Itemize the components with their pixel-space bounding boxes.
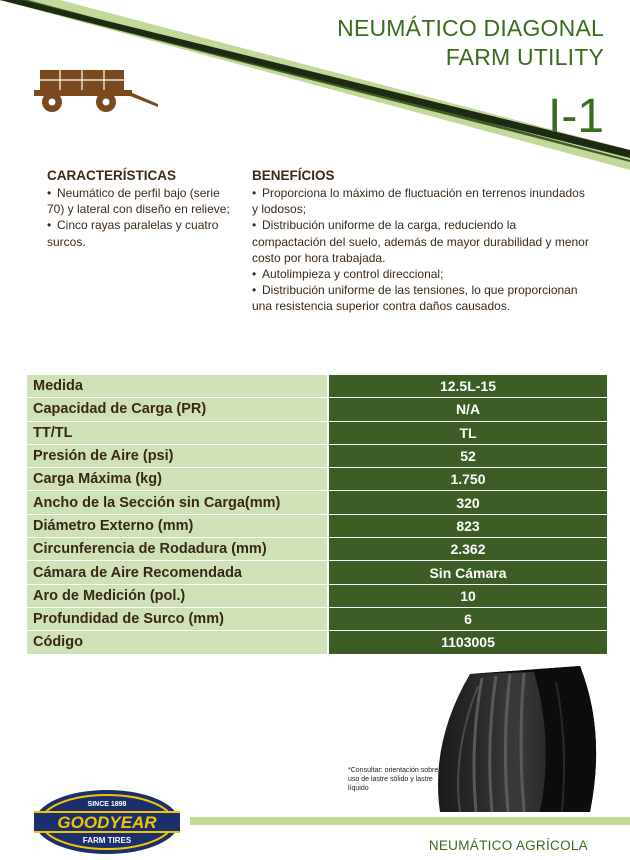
spec-row [27,375,607,398]
spec-label: Ancho de la Sección sin Carga(mm) [27,491,327,513]
spec-value: 12.5L-15 [327,375,607,397]
spec-value: 1103005 [327,631,607,653]
spec-value: Sin Cámara [327,561,607,583]
footer-label: NEUMÁTICO AGRÍCOLA [428,838,588,853]
spec-row [27,422,607,445]
spec-label: Diámetro Externo (mm) [27,515,327,537]
ballast-note: *Consultar: orientación sobre uso de lastre sólido y lastre líquido [348,767,439,792]
tire-image [430,662,606,814]
spec-value: 52 [327,445,607,467]
caracteristicas-title: CARACTERÍSTICAS [47,168,177,183]
spec-value: 823 [327,515,607,537]
spec-label: Código [27,631,327,653]
model-code: I-1 [547,90,604,143]
spec-row [27,445,607,468]
spec-row [27,491,607,514]
spec-row [27,631,607,654]
spec-label: Aro de Medición (pol.) [27,585,327,607]
spec-label: Capacidad de Carga (PR) [27,398,327,420]
title-line-2: FARM UTILITY [445,44,604,70]
spec-row [27,585,607,608]
beneficio-item: • Autolimpieza y control direccional; [252,267,444,282]
spec-value: 320 [327,491,607,513]
footer-band [190,817,630,825]
beneficios-title: BENEFÍCIOS [252,168,335,183]
title-line-1: NEUMÁTICO DIAGONAL [337,15,604,41]
spec-label: Cámara de Aire Recomendada [27,561,327,583]
beneficio-item: • Distribución uniforme de las tensiones, lo que proporcionan una resistencia superior contra daños causados. [252,283,578,314]
spec-value: 10 [327,585,607,607]
logo-brand-text: GOODYEAR [57,813,157,832]
spec-row [27,538,607,561]
spec-label: Profundidad de Surco (mm) [27,608,327,630]
caracteristica-item: • Cinco rayas paralelas y cuatro surcos. [47,218,219,249]
logo-sub-text: FARM TIRES [82,836,132,845]
spec-label: TT/TL [27,422,327,444]
spec-value: 1.750 [327,468,607,490]
spec-value: N/A [327,398,607,420]
spec-label: Presión de Aire (psi) [27,445,327,467]
spec-value: TL [327,422,607,444]
spec-value: 2.362 [327,538,607,560]
caracteristicas-section [47,168,237,250]
spec-row [27,608,607,631]
goodyear-logo [34,786,180,856]
spec-label: Circunferencia de Rodadura (mm) [27,538,327,560]
spec-row [27,468,607,491]
beneficios-section [252,168,592,315]
spec-row [27,515,607,538]
beneficio-item: • Distribución uniforme de la carga, reduciendo la compactación del suelo, además de mayor durabilidad y menor costo por hora trabajada. [252,218,589,265]
spec-label: Medida [27,375,327,397]
beneficio-item: • Proporciona lo máximo de fluctuación en terrenos inundados y lodosos; [252,186,585,217]
logo-since-text: SINCE 1898 [87,801,127,808]
spec-row [27,398,607,421]
spec-row [27,561,607,584]
specs-table [27,375,607,655]
product-title [337,14,604,72]
farm-trailer-icon [34,62,158,114]
spec-label: Carga Máxima (kg) [27,468,327,490]
caracteristica-item: • Neumático de perfil bajo (serie 70) y lateral con diseño en relieve; [47,186,230,217]
spec-value: 6 [327,608,607,630]
